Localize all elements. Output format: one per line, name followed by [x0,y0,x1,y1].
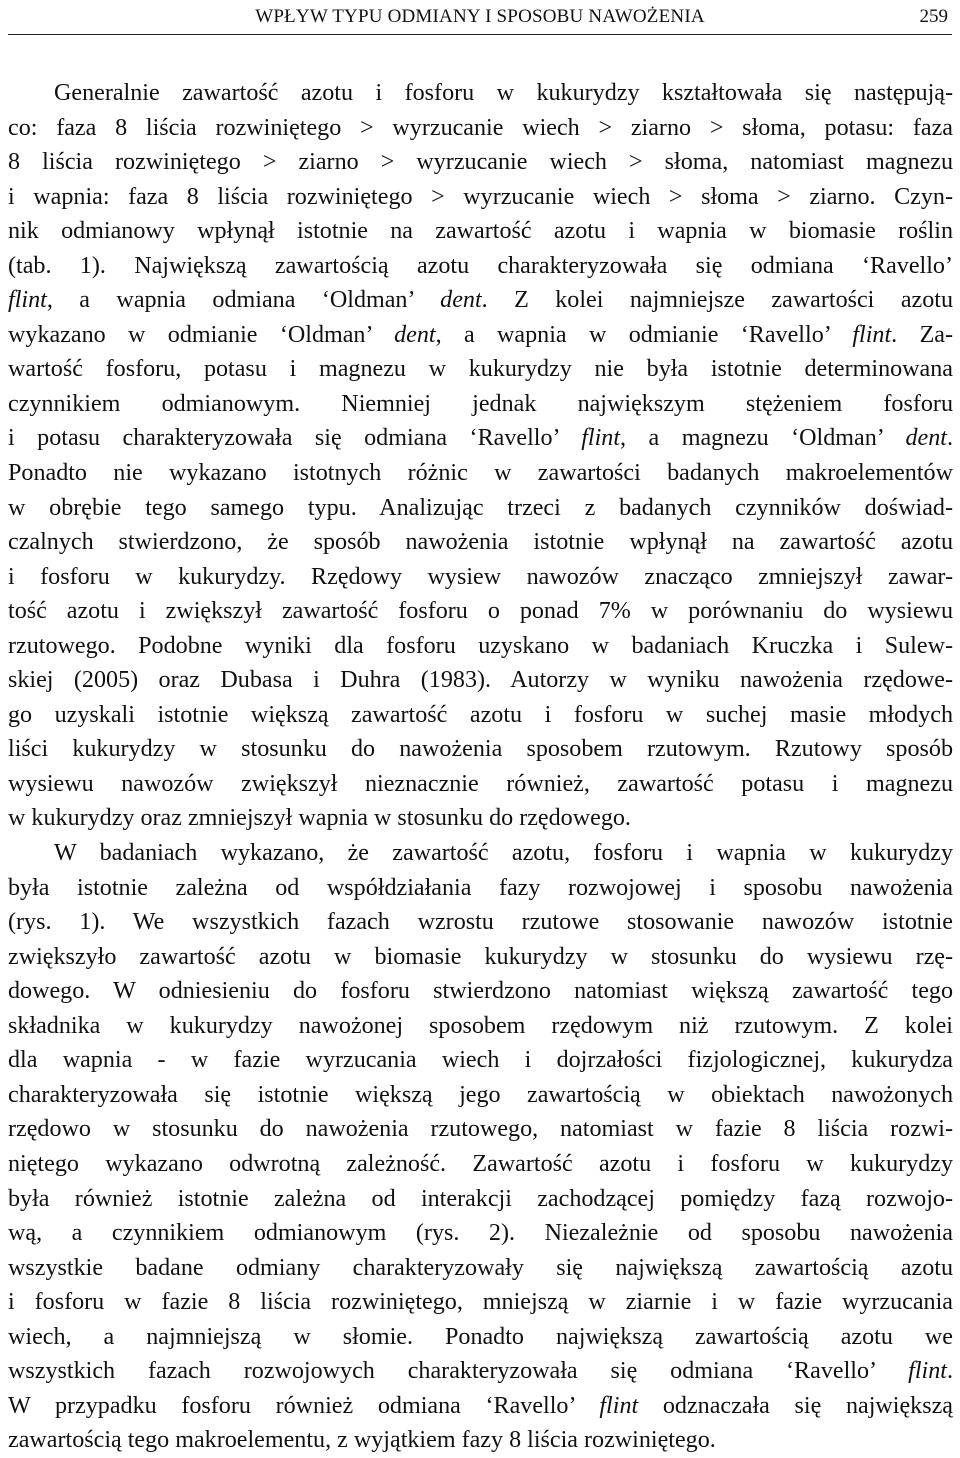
text-line [8,801,953,836]
text-line [8,318,953,353]
text-line [8,1147,953,1182]
text-run: go uzyskali istotnie większą zawartość azotu i fosforu w suchej masie młodych [8,701,953,728]
italic-term: dent [440,287,482,314]
text-run: i potasu charakteryzowała się odmiana ‘Ravello’ [8,425,582,452]
header-title: WPŁYW TYPU ODMIANY I SPOSOBU NAWOŻENIA [255,6,705,27]
text-line [8,698,953,733]
text-line [8,560,953,595]
text-run: wartość fosforu, potasu i magnezu w kukurydzy nie była istotnie determinowana [8,356,953,383]
text-run: zawartością tego makroelementu, z wyjątkiem fazy 8 liścia rozwiniętego. [8,1427,716,1454]
text-line [8,491,953,526]
italic-term: flint [599,1392,639,1419]
text-run: Generalnie zawartość azotu i fosforu w kukurydzy kształtowała się następują- [54,80,953,106]
text-line [8,663,953,698]
text-run: dla wapnia - w fazie wyrzucania wiech i dojrzałości fizjologicznej, kukurydza [8,1047,953,1074]
text-run: (tab. 1). Największą zawartością azotu charakteryzowała się odmiana ‘Ravello’ [8,252,953,279]
text-line [8,249,953,284]
paragraph [8,836,953,1458]
text-run: nik odmianowy wpłynął istotnie na zawartość azotu i wapnia w biomasie roślin [8,218,953,245]
text-line [8,1009,953,1044]
text-line [8,974,953,1009]
text-run: i fosforu w fazie 8 liścia rozwiniętego, mniejszą w ziarnie i w fazie wyrzucania [8,1289,953,1316]
text-run: liści kukurydzy w stosunku do nawożenia sposobem rzutowym. Rzutowy sposób [8,736,953,763]
text-line [8,283,953,318]
text-line [8,1423,953,1458]
italic-term: dent [905,425,947,452]
text-run: . [946,425,953,452]
text-line [8,1216,953,1251]
text-run: wysiewu nawozów zwiększył nieznacznie również, zawartość potasu i magnezu [8,770,953,797]
text-run: skiej (2005) oraz Dubasa i Duhra (1983). Autorzy w wyniku nawożenia rzędowe- [8,667,953,694]
paragraph [8,76,953,836]
text-line [8,1389,953,1424]
text-line [8,1354,953,1389]
italic-term: flint [581,425,621,452]
text-run: . Z kolei najmniejsze zawartości azotu [481,287,953,314]
text-line [8,594,953,629]
italic-term: flint [8,287,47,314]
text-line [8,905,953,940]
text-run: niętego wykazano odwrotną zależność. Zawartość azotu i fosforu w kukurydzy [8,1150,953,1177]
text-run: była istotnie zależna od współdziałania fazy rozwojowej i sposobu nawożenia [8,874,953,901]
text-line [8,1078,953,1113]
text-line [8,111,953,146]
text-run: tość azotu i zwiększył zawartość fosforu o ponad 7% w porównaniu do wysiewu [8,598,953,625]
text-line [8,1182,953,1217]
text-line [8,940,953,975]
text-run: . [946,1358,953,1385]
text-run: w kukurydzy oraz zmniejszył wapnia w stosunku do rzędowego. [8,805,631,832]
text-run: wszystkich fazach rozwojowych charakteryzowała się odmiana ‘Ravello’ [8,1358,909,1385]
body-text [8,76,953,1458]
text-line [8,456,953,491]
text-run: , a wapnia odmiana ‘Oldman’ [46,287,441,314]
text-run: wą, a czynnikiem odmianowym (rys. 2). Niezależnie od sposobu nawożenia [8,1220,953,1247]
text-run: składnika w kukurydzy nawożonej sposobem rzędowym niż rzutowym. Z kolei [8,1012,953,1039]
text-line [8,1320,953,1355]
text-line [8,180,953,215]
text-line [8,767,953,802]
text-run: 8 liścia rozwiniętego > ziarno > wyrzucanie wiech > słoma, natomiast magnezu [8,149,953,176]
text-run: zwiększyło zawartość azotu w biomasie kukurydzy w stosunku do wysiewu rzę- [8,943,953,970]
text-run: czalnych stwierdzono, że sposób nawożenia istotnie wpłynął na zawartość azotu [8,529,953,556]
text-run: wiech, a najmniejszą w słomie. Ponadto największą zawartością azotu we [8,1323,953,1350]
text-line [8,387,953,422]
text-run: odznaczała się największą [638,1392,953,1419]
text-run: i fosforu w kukurydzy. Rzędowy wysiew nawozów znacząco zmniejszył zawar- [8,563,953,590]
text-line [8,421,953,456]
text-line [8,732,953,767]
italic-term: flint [908,1358,947,1385]
text-run: rzędowo w stosunku do nawożenia rzutowego, natomiast w fazie 8 liścia rozwi- [8,1116,953,1143]
text-line [8,629,953,664]
text-line [8,214,953,249]
text-line [8,352,953,387]
text-run: . Za- [891,321,953,348]
text-run: rzutowego. Podobne wyniki dla fosforu uzyskano w badaniach Kruczka i Sulew- [8,632,953,659]
text-line [8,1112,953,1147]
italic-term: flint [852,321,892,348]
running-header [8,4,952,35]
text-run: wykazano w odmianie ‘Oldman’ [8,321,395,348]
text-line [8,871,953,906]
text-line [8,1043,953,1078]
text-run: w obrębie tego samego typu. Analizując trzeci z badanych czynników doświad- [8,494,953,521]
italic-term: dent [394,321,436,348]
text-line [8,1251,953,1286]
text-run: charakteryzowała się istotnie większą jego zawartością w obiektach nawożonych [8,1081,953,1108]
text-run: (rys. 1). We wszystkich fazach wzrostu rzutowe stosowanie nawozów istotnie [8,909,953,936]
text-run: Ponadto nie wykazano istotnych różnic w zawartości badanych makroelementów [8,460,953,487]
text-line [8,836,953,871]
text-line [8,525,953,560]
text-run: dowego. W odniesieniu do fosforu stwierdzono natomiast większą zawartość tego [8,978,953,1005]
text-run: W badaniach wykazano, że zawartość azotu, fosforu i wapnia w kukurydzy [54,840,953,867]
text-line [8,76,953,111]
text-run: , a magnezu ‘Oldman’ [620,425,906,452]
page-number: 259 [919,6,948,27]
text-run: była również istotnie zależna od interakcji zachodzącej pomiędzy fazą rozwojo- [8,1185,953,1212]
text-run: wszystkie badane odmiany charakteryzowały się największą zawartością azotu [8,1254,953,1281]
text-run: i wapnia: faza 8 liścia rozwiniętego > wyrzucanie wiech > słoma > ziarno. Czyn- [8,183,953,210]
text-run: W przypadku fosforu również odmiana ‘Ravello’ [8,1392,600,1419]
text-run: co: faza 8 liścia rozwiniętego > wyrzucanie wiech > ziarno > słoma, potasu: faza [8,114,953,141]
text-run: , a wapnia w odmianie ‘Ravello’ [435,321,853,348]
text-run: czynnikiem odmianowym. Niemniej jednak największym stężeniem fosforu [8,390,953,417]
text-line [8,145,953,180]
text-line [8,1285,953,1320]
